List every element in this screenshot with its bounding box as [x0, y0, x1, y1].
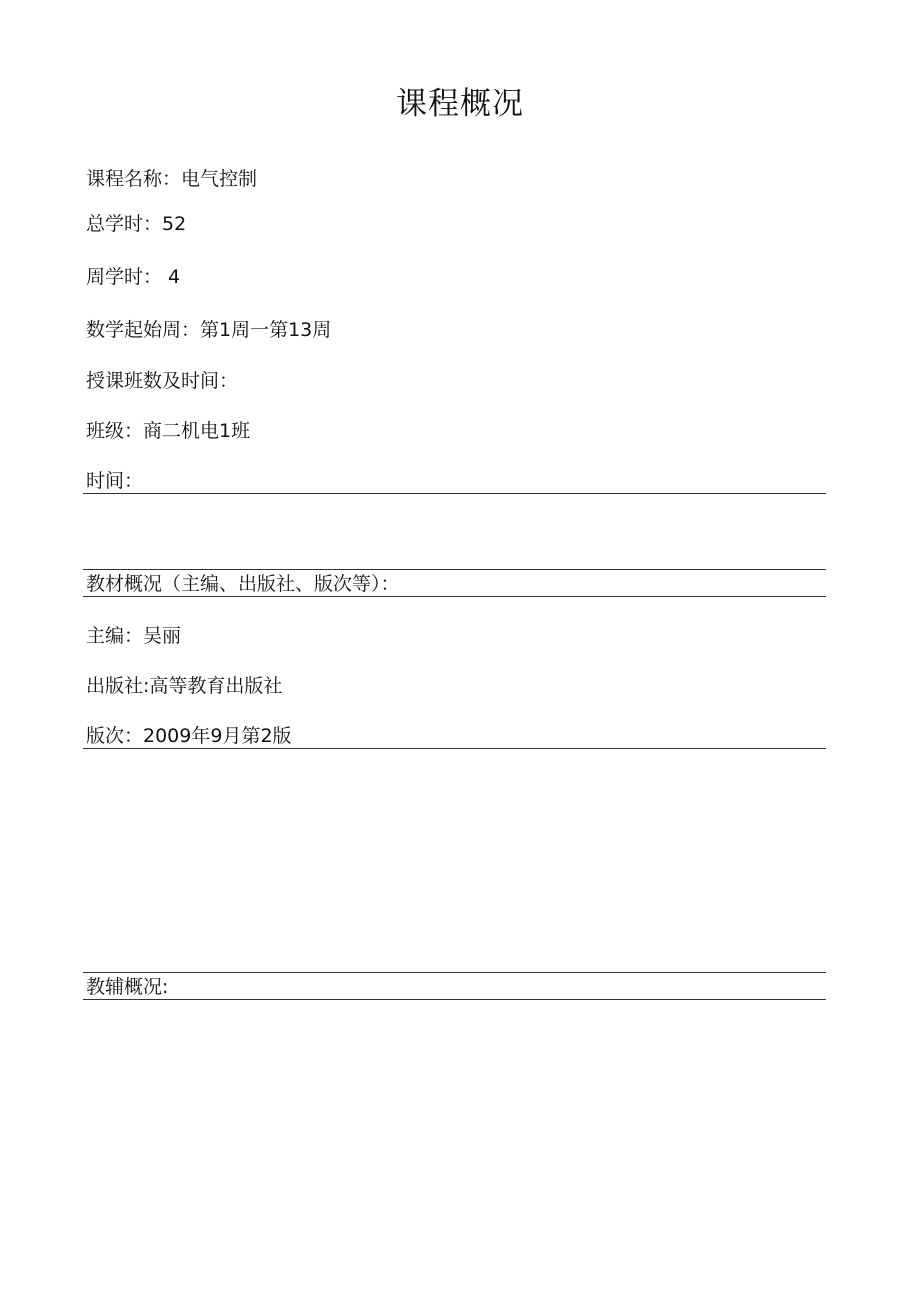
aux-materials-heading: 教辅概况:	[86, 976, 169, 998]
publisher-line: 出版社:高等教育出版社	[86, 675, 283, 697]
class-info-line: 班级：商二机电1班	[86, 420, 251, 442]
textbook-top-rule	[83, 569, 826, 570]
course-name-line: 课程名称：电气控制	[86, 168, 258, 190]
aux-materials-top-rule	[83, 972, 826, 973]
editor-line: 主编：吴丽	[86, 625, 182, 647]
classes-and-time-line: 授课班数及时间：	[86, 370, 239, 392]
edition-underline	[83, 748, 826, 749]
aux-materials-bottom-rule	[83, 999, 826, 1000]
teaching-weeks-line: 数学起始周：第1周一第13周	[86, 319, 332, 341]
total-hours-line: 总学时：52	[86, 213, 187, 235]
textbook-heading: 教材概况（主编、出版社、版次等）：	[86, 573, 400, 595]
weekly-hours-line: 周学时： 4	[86, 266, 181, 288]
time-label-line: 时间：	[86, 470, 144, 492]
edition-line: 版次：2009年9月第2版	[86, 725, 292, 747]
page-title: 课程概况	[396, 86, 524, 122]
textbook-bottom-rule	[83, 596, 826, 597]
time-underline	[83, 493, 826, 494]
